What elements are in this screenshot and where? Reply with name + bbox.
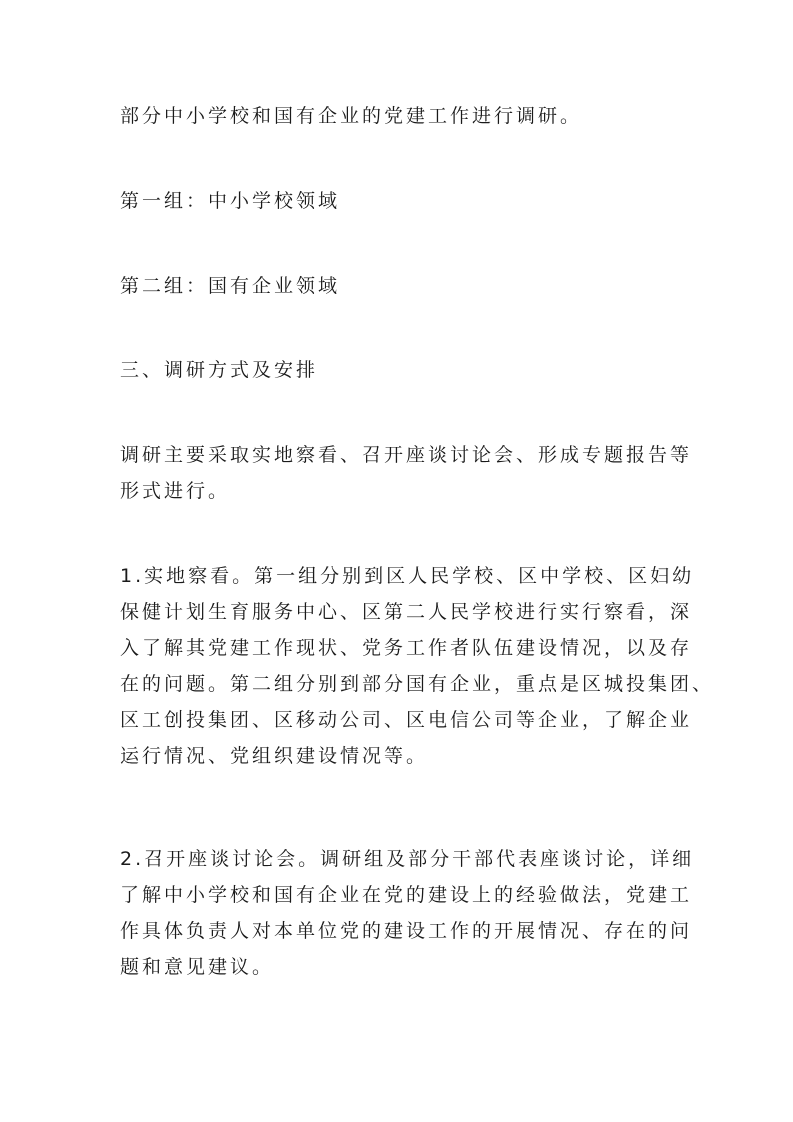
paragraph-site-visit: [120, 558, 715, 774]
text-line: 区工创投集团、区移动公司、区电信公司等企业，了解企业: [120, 709, 693, 731]
text-line: 了解中小学校和国有企业在党的建设上的经验做法，党建工: [120, 884, 693, 906]
paragraph-methods: [120, 437, 693, 509]
text-line: 2.召开座谈讨论会。调研组及部分干部代表座谈讨论，详细: [120, 848, 695, 870]
text-line: 部分中小学校和国有企业的党建工作进行调研。: [120, 105, 583, 127]
section-heading: [120, 352, 680, 388]
text-line: 运行情况、党组织建设情况等。: [120, 745, 429, 767]
text-line: 三、调研方式及安排: [120, 359, 319, 381]
text-line: 1.实地察看。第一组分别到区人民学校、区中学校、区妇幼: [120, 565, 695, 587]
text-line: 作具体负责人对本单位党的建设工作的开展情况、存在的问: [120, 920, 693, 942]
text-line: 保健计划生育服务中心、区第二人民学校进行实行察看，深: [120, 601, 693, 623]
paragraph-group-two: [120, 268, 680, 304]
text-line: 第一组：中小学校领域: [120, 190, 341, 212]
text-line: 调研主要采取实地察看、召开座谈讨论会、形成专题报告等: [120, 444, 693, 466]
paragraph-intro: [120, 98, 680, 134]
text-line: 入了解其党建工作现状、党务工作者队伍建设情况，以及存: [120, 637, 693, 659]
text-line: 题和意见建议。: [120, 956, 275, 978]
text-line: 第二组：国有企业领域: [120, 275, 341, 297]
paragraph-symposium: [120, 841, 695, 985]
text-line: 在的问题。第二组分别到部分国有企业，重点是区城投集团、: [120, 673, 715, 695]
text-line: 形式进行。: [120, 480, 231, 502]
paragraph-group-one: [120, 183, 680, 219]
